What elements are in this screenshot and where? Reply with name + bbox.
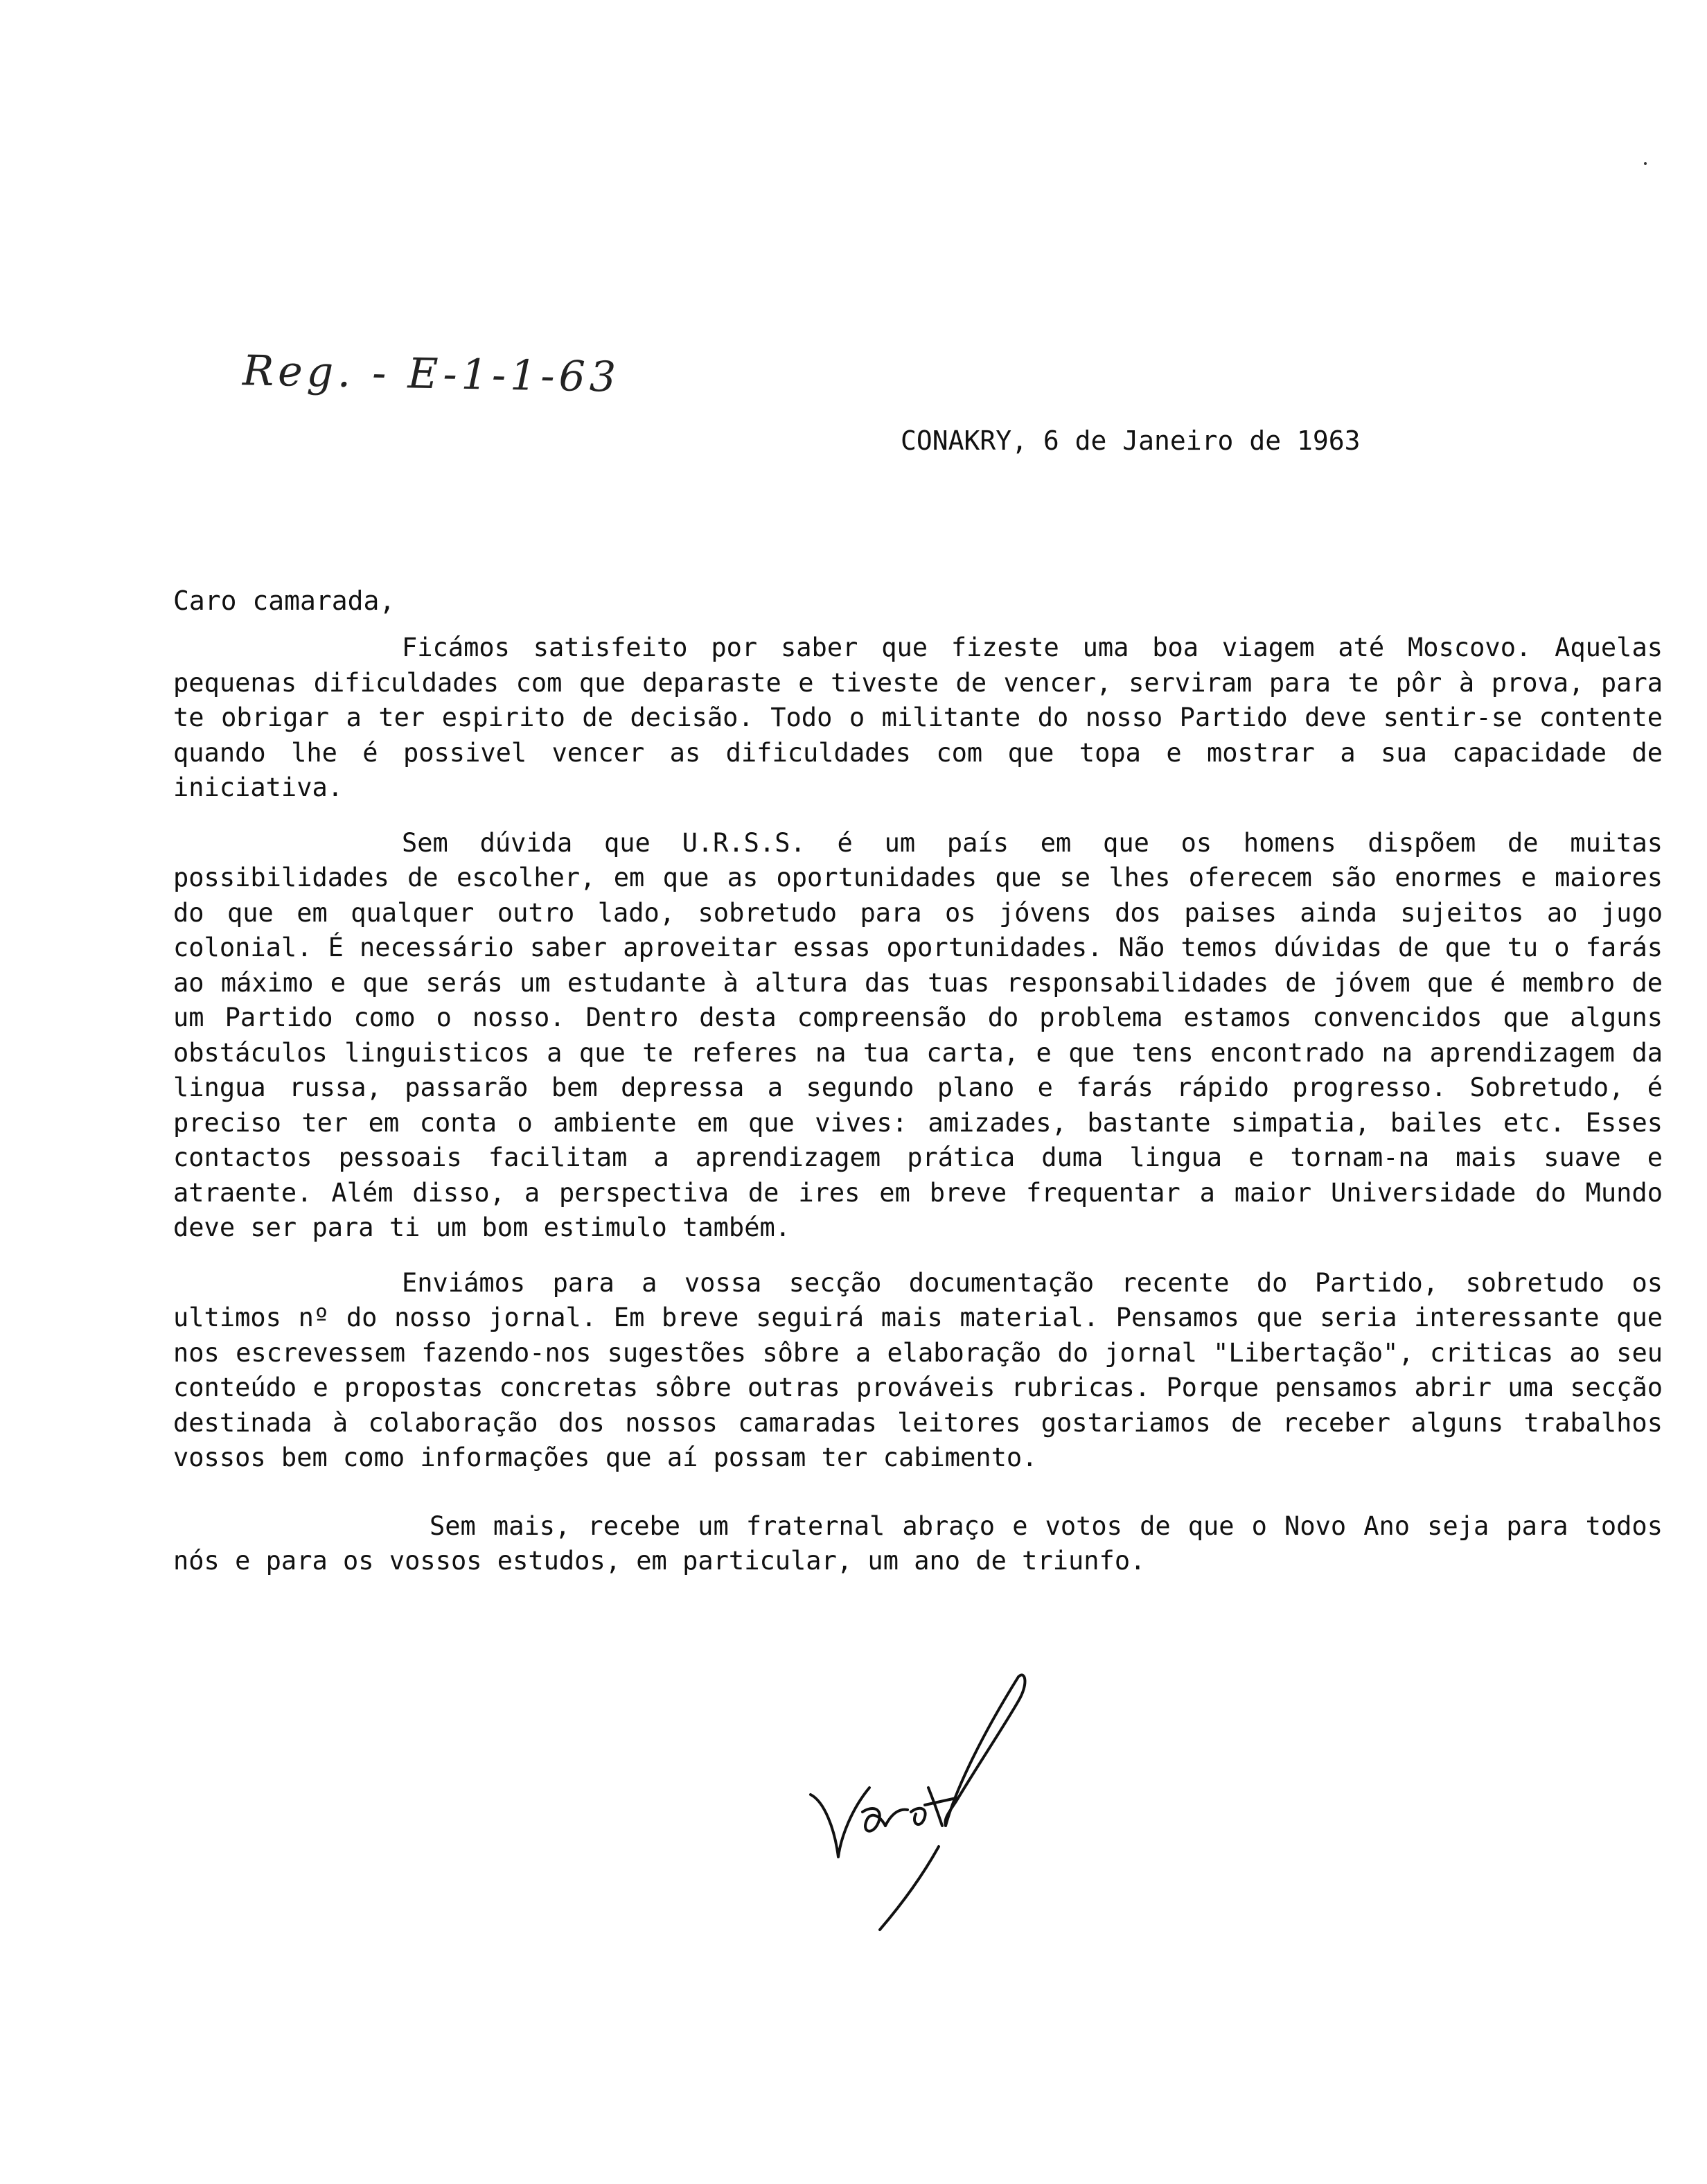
salutation: Caro camarada, [173,585,396,616]
paragraph-2: Sem dúvida que U.R.S.S. é um país em que os homens dispõem de muitas possibilidades de escolher, em que as oportunidades que se lhes oferecem são enormes e maiores do que em qualquer outro lado, sobretudo para os jóvens dos paises ainda sujeitos ao jugo colonial. É necessário saber aproveitar essas oportunidades. Não temos dúvidas de que tu o farás ao máximo e que serás um estudante à altura das tuas responsabilidades de jóvem que é membro de um Partido como o nosso. Dentro desta compreensão do problema estamos convencidos que alguns obstáculos linguisticos a que te referes na tua carta, e que tens encontrado na aprendizagem da lingua russa, passarão bem depressa a segundo plano e farás rápido progresso. Sobretudo, é preciso ter em conta o ambiente em que vives: amizades, bastante simpatia, bailes etc. Esses contactos pessoais facilitam a aprendizagem prática duma lingua e tornam-na mais suave e atraente. Além disso, a perspectiva de ires em breve frequentar a maior Universidade do Mundo deve ser para ti um bom estimulo também. [173,827,1663,1242]
stray-ink-dot [1644,162,1647,165]
letter-body [173,631,1663,1599]
paragraph-1: Ficámos satisfeito por saber que fizeste uma boa viagem até Moscovo. Aquelas pequenas dificuldades com que deparaste e tiveste de vencer, serviram para te pôr à prova, para te obrigar a ter espirito de decisão. Todo o militante do nosso Partido deve sentir-se contente quando lhe é possivel vencer as dificuldades com que topa e mostrar a sua capacidade de iniciativa. [173,633,1663,802]
closing-paragraph: Sem mais, recebe um fraternal abraço e votos de que o Novo Ano seja para todos nós e para os vossos estudos, em particular, um ano de triunfo. [173,1511,1663,1576]
dateline: CONAKRY, 6 de Janeiro de 1963 [901,425,1361,456]
handwritten-signature [797,1663,1032,1933]
paragraph-3: Enviámos para a vossa secção documentação recente do Partido, sobretudo os ultimos nº do nosso jornal. Em breve seguirá mais material. Pensamos que seria interessante que nos escrevessem fazendo-nos sugestões sôbre a elaboração do jornal "Libertação", criticas ao seu conteúdo e propostas concretas sôbre outras prováveis rubricas. Porque pensamos abrir uma secção destinada à colaboração dos nossos camaradas leitores gostariamos de receber alguns trabalhos vossos bem como informações que aí possam ter cabimento. [173,1267,1663,1472]
handwritten-reference-note: Reg. - E-1-1-63 [242,346,621,402]
